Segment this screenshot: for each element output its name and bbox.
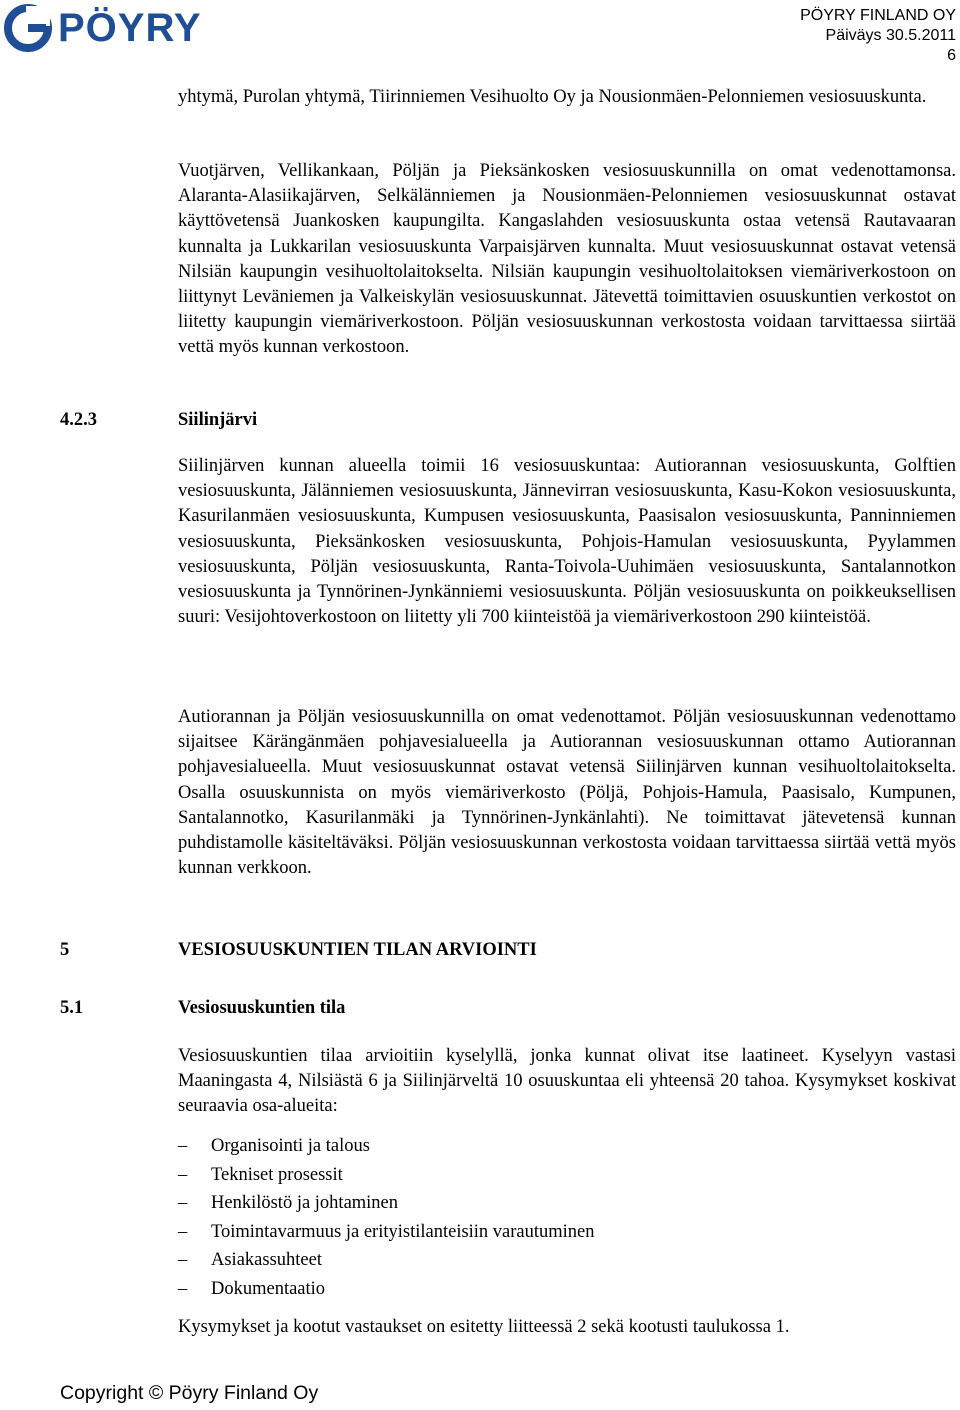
paragraph: Siilinjärven kunnan alueella toimii 16 vesiosuuskuntaa: Autiorannan vesiosuuskunta, Golftien vesiosuuskunta, Jälänniemen vesiosuuskunta, Jännevirran vesiosuuskunta, Kasu-Kokon vesiosuuskunta, Kasurilanmäen vesiosuuskunta, Kumpusen vesiosuuskunta, Paasisalon vesiosuuskunta, Panninniemen vesiosuuskunta, Pieksänkosken vesiosuuskunta, Pohjois-Hamulan vesiosuuskunta, Pyylammen vesiosuuskunta, Pöljän vesiosuuskunta, Ranta-Toivola-Uuhimäen vesiosuuskunta, Santalannotkon vesiosuuskunta ja Tynnörinen-Jynkänniemi vesiosuuskunta. Pöljän vesiosuuskunta on poikkeuksellisen suuri: Vesijohtoverkostoon on liitetty yli 700 kiinteistöä ja viemäriverkostoon 290 kiinteistöä. bbox=[178, 456, 956, 628]
document-header bbox=[800, 6, 956, 66]
section-title: Siilinjärvi bbox=[178, 410, 258, 430]
page-number: 6 bbox=[947, 47, 956, 64]
list-dash: – bbox=[178, 1221, 188, 1242]
section-title: VESIOSUUSKUNTIEN TILAN ARVIOINTI bbox=[178, 940, 537, 960]
company-name: PÖYRY FINLAND OY bbox=[800, 7, 956, 24]
paragraph: Autiorannan ja Pöljän vesiosuuskunnilla on omat vedenottamot. Pöljän vesiosuuskunnan vedenottamo sijaitsee Kärängänmäen pohjavesialueella ja Autiorannan vesiosuuskunnan ottamo Autiorannan pohjavesialueella. Muut vesiosuuskunnat ostavat vetensä Siilinjärven kunnan vesihuoltolaitokselta. Osalla osuuskunnista on myös viemäriverkosto (Pöljä, Pohjois-Hamula, Paasisalo, Kumpunen, Santalannotko, Kasurilanmäki ja Tynnörinen-Jynkänlahti). Ne toimittavat jätevetensä kunnan puhdistamolle käsiteltäväksi. Pöljän vesiosuuskunnan verkostosta voidaan tarvittaessa siirtää vettä myös kunnan verkkoon. bbox=[178, 707, 956, 879]
section-title: Vesiosuuskuntien tila bbox=[178, 998, 346, 1018]
list-item-label: Dokumentaatio bbox=[211, 1278, 326, 1299]
list-item-label: Tekniset prosessit bbox=[211, 1164, 343, 1185]
list-item-label: Toimintavarmuus ja erityistilanteisiin varautuminen bbox=[211, 1221, 595, 1242]
company-logo bbox=[4, 4, 202, 52]
list-item bbox=[178, 1161, 595, 1190]
footer-copyright: Copyright © Pöyry Finland Oy bbox=[60, 1382, 319, 1404]
list-item bbox=[178, 1189, 595, 1218]
list-dash: – bbox=[178, 1250, 188, 1271]
list-item-label: Asiakassuhteet bbox=[211, 1250, 322, 1271]
document-date: Päiväys 30.5.2011 bbox=[825, 27, 956, 44]
poyry-logo-icon bbox=[4, 4, 52, 52]
list-item bbox=[178, 1275, 595, 1304]
paragraph: Vuotjärven, Vellikankaan, Pöljän ja Pieksänkosken vesiosuuskunnilla on omat vedenottamonsa. Alaranta-Alasiikajärven, Selkälänniemen ja Nousionmäen-Pelonniemen vesiosuuskunnat ostavat käyttövetensä Juankosken kaupungilta. Kangaslahden vesiosuuskunta ostaa vetensä Rautavaaran kunnalta ja Lukkarilan vesiosuuskunta Varpaisjärven kunnalta. Muut vesiosuuskunnat ostavat vetensä Nilsiän kaupungin vesihuoltolaitokselta. Nilsiän kaupungin vesihuoltolaitoksen viemäriverkostoon on liittynyt Leväniemen ja Valkeiskylän vesiosuuskunnat. Jätevettä toimittavien osuuskuntien verkostot on liitetty kaupungin viemäriverkostoon. Pöljän vesiosuuskunnan verkostosta voidaan tarvittaessa siirtää vettä myös kunnan verkostoon. bbox=[178, 161, 956, 358]
list-item bbox=[178, 1132, 595, 1161]
list-item-label: Henkilöstö ja johtaminen bbox=[211, 1193, 399, 1214]
paragraph: Kysymykset ja kootut vastaukset on esitetty liitteessä 2 sekä kootusti taulukossa 1. bbox=[178, 1317, 790, 1337]
paragraph: Vesiosuuskuntien tilaa arvioitiin kyselyllä, jonka kunnat olivat itse laatineet. Kyselyyn vastasi Maaningasta 4, Nilsiästä 6 ja Siilinjärveltä 10 osuuskuntaa eli yhteensä 20 tahoa. Kysymykset koskivat seuraavia osa-alueita: bbox=[178, 1046, 956, 1117]
list-item bbox=[178, 1246, 595, 1275]
list-dash: – bbox=[178, 1164, 188, 1185]
logo-wordmark: PÖYRY bbox=[58, 6, 202, 50]
paragraph: yhtymä, Purolan yhtymä, Tiirinniemen Vesihuolto Oy ja Nousionmäen-Pelonniemen vesiosuuskunta. bbox=[178, 87, 927, 107]
list-dash: – bbox=[178, 1193, 188, 1214]
list-item bbox=[178, 1218, 595, 1247]
list-dash: – bbox=[178, 1278, 188, 1299]
section-number: 5 bbox=[60, 940, 70, 960]
list-item-label: Organisointi ja talous bbox=[211, 1136, 370, 1156]
topic-list bbox=[178, 1132, 595, 1304]
section-number: 5.1 bbox=[60, 998, 84, 1018]
section-number: 4.2.3 bbox=[60, 410, 97, 430]
list-dash: – bbox=[178, 1136, 188, 1156]
